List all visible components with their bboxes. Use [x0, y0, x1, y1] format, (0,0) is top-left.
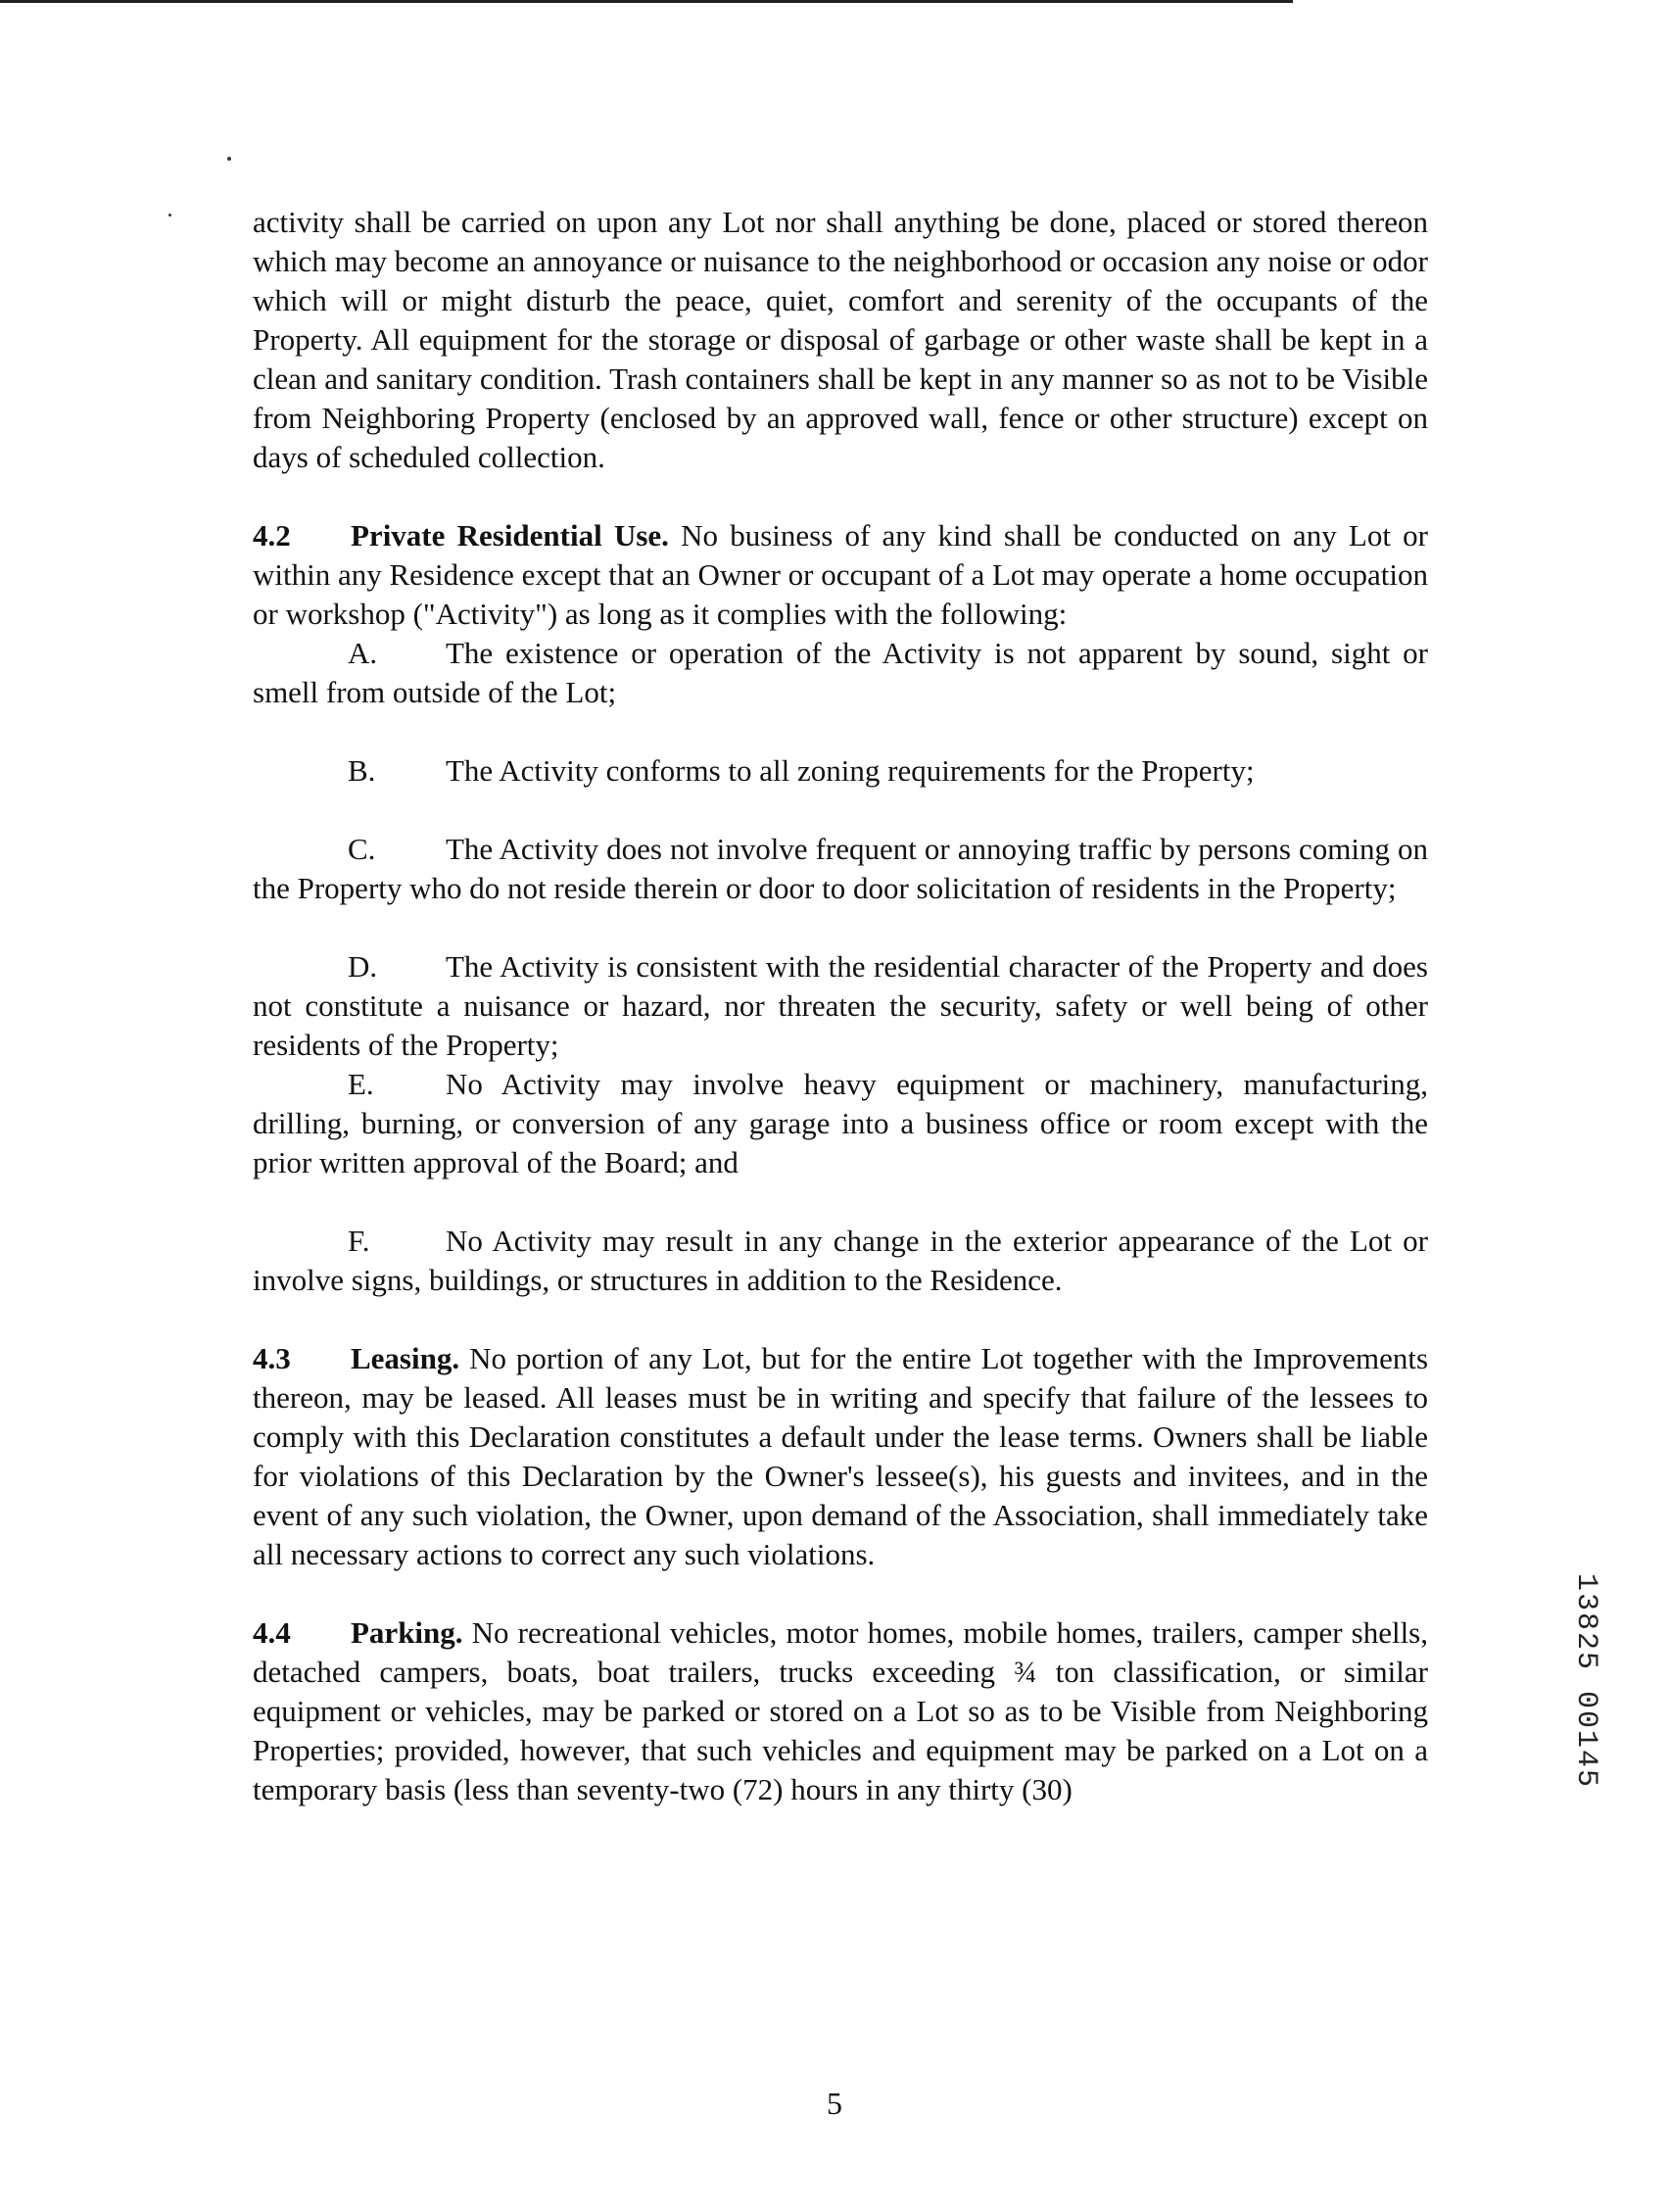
section-text: No recreational vehicles, motor homes, mobile homes, trailers, camper shells, detached campers, boats, boat trailers, trucks exceeding ¾ ton classification, or similar equipment or vehicles, may be parked or stored on a Lot so as to be Visible from Neighboring Properties; provided, however, that such vehicles and equipment may be parked on a Lot on a temporary basis (less than seventy-two (72) hours in any thirty (30) — [253, 1615, 1428, 1806]
section-title: Leasing. — [351, 1341, 460, 1375]
list-item — [253, 634, 1428, 712]
list-item-text: No Activity may involve heavy equipment or machinery, manufacturing, drilling, burning, or conversion of any garage into a business office or room except with the prior written approval of the Board; and — [253, 1067, 1428, 1179]
scan-speck — [227, 157, 231, 161]
section-4-2-paragraph — [253, 516, 1428, 634]
list-item-text: The existence or operation of the Activity is not apparent by sound, sight or smell from outside of the Lot; — [253, 636, 1428, 709]
list-item-letter: D. — [348, 949, 378, 984]
section-number: 4.3 — [253, 1341, 291, 1375]
list-item-text: No Activity may result in any change in the exterior appearance of the Lot or involve signs, buildings, or structures in addition to the Residence. — [253, 1224, 1428, 1297]
section-title: Private Residential Use. — [351, 518, 669, 553]
recording-stamp: 13825 00145 — [1569, 1573, 1602, 1790]
list-item — [253, 1222, 1428, 1300]
document-body — [253, 203, 1428, 1809]
list-item-letter: E. — [348, 1067, 374, 1101]
section-text: No portion of any Lot, but for the entire Lot together with the Improvements thereon, may be leased. All leases must be in writing and specify that failure of the lessees to comply with this Declaration constitutes a default under the lease terms. Owners shall be liable for violations of this Declaration by the Owner's lessee(s), his guests and invitees, and in the event of any such violation, the Owner, upon demand of the Association, shall immediately take all necessary actions to correct any such violations. — [253, 1341, 1429, 1571]
section-4-4-paragraph — [253, 1613, 1428, 1809]
list-item-letter: F. — [348, 1224, 370, 1258]
scan-speck — [168, 214, 171, 216]
section-title: Parking. — [351, 1615, 463, 1650]
list-item-letter: C. — [348, 832, 376, 866]
list-item-text: The Activity does not involve frequent or annoying traffic by persons coming on the Property who do not reside therein or door to door solicitation of residents in the Property; — [253, 832, 1428, 905]
list-item-text: The Activity conforms to all zoning requirements for the Property; — [446, 753, 1255, 788]
scan-top-edge — [0, 0, 1293, 3]
list-item-text: The Activity is consistent with the residential character of the Property and does not constitute a nuisance or hazard, nor threaten the security, safety or well being of other residents of the Property; — [253, 949, 1428, 1062]
list-item — [253, 751, 1428, 791]
section-4-3-paragraph — [253, 1339, 1428, 1574]
section-text: No business of any kind shall be conducted on any Lot or within any Residence except that an Owner or occupant of a Lot may operate a home occupation or workshop ("Activity") as long as it complies with the following: — [253, 518, 1428, 631]
section-number: 4.2 — [253, 518, 291, 553]
intro-paragraph: activity shall be carried on upon any Lot nor shall anything be done, placed or stored thereon which may become an annoyance or nuisance to the neighborhood or occasion any noise or odor which will or might disturb the peace, quiet, comfort and serenity of the occupants of the Property. All equipment for the storage or disposal of garbage or other waste shall be kept in a clean and sanitary condition. Trash containers shall be kept in any manner so as not to be Visible from Neighboring Property (enclosed by an approved wall, fence or other structure) except on days of scheduled collection. — [253, 205, 1428, 474]
list-item-letter: A. — [348, 636, 378, 670]
list-item — [253, 1065, 1428, 1182]
section-number: 4.4 — [253, 1615, 291, 1650]
list-item-letter: B. — [348, 753, 376, 788]
list-item — [253, 947, 1428, 1065]
list-item — [253, 830, 1428, 908]
page-number: 5 — [827, 2086, 842, 2121]
